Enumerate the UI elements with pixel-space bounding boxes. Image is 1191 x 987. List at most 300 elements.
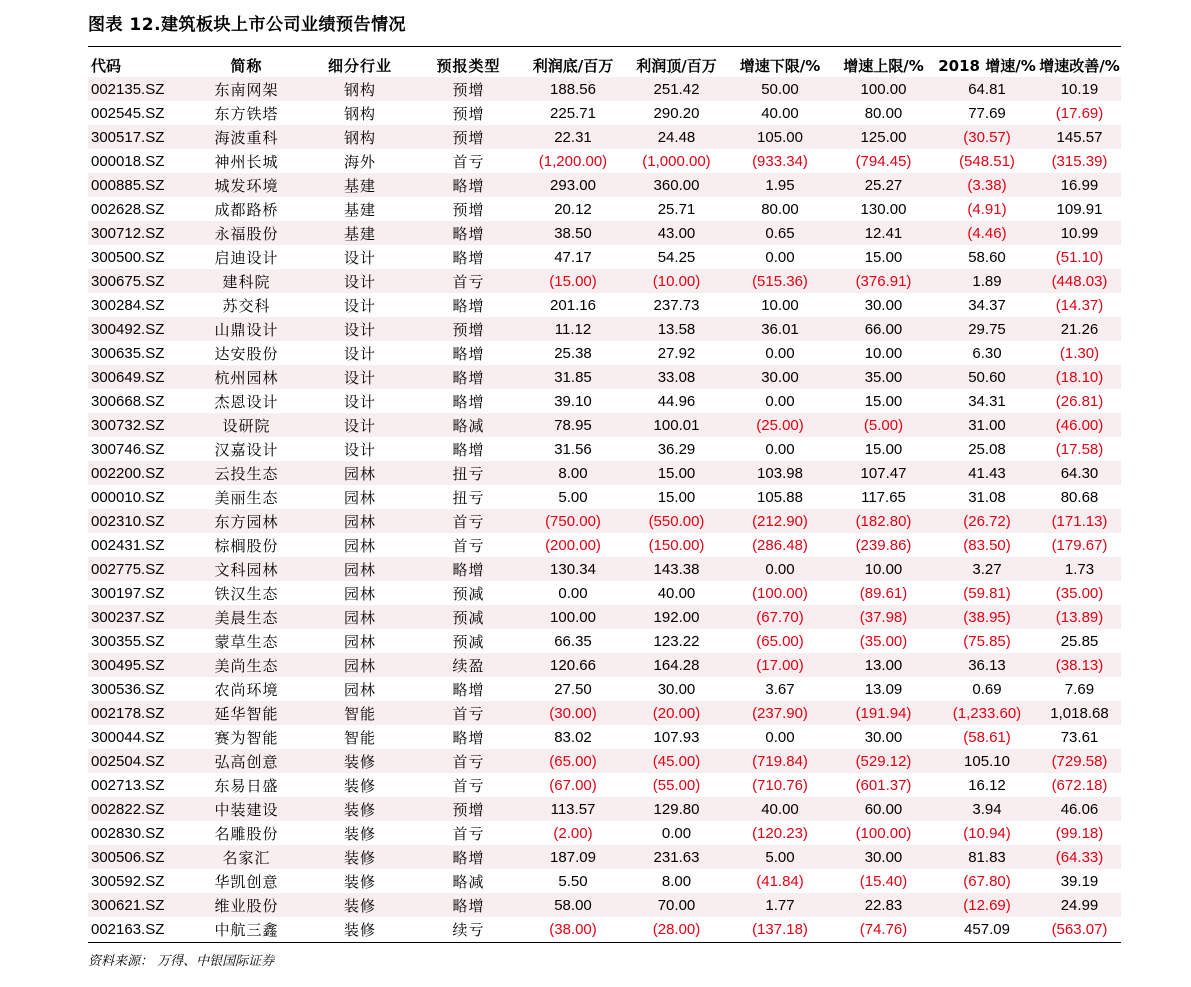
cell-profit-high: (45.00) [624,749,729,773]
bottom-rule [88,942,1121,943]
cell-growth-high: (100.00) [831,821,936,845]
cell-profit-high: 44.96 [624,389,729,413]
cell-code: 300284.SZ [88,293,188,317]
cell-code: 300746.SZ [88,437,188,461]
cell-profit-high: 231.63 [624,845,729,869]
cell-growth-high: (239.86) [831,533,936,557]
cell-forecast-type: 略增 [415,725,522,749]
cell-growth-improve: (38.13) [1038,653,1121,677]
cell-industry: 设计 [305,317,415,341]
table-row [88,725,1121,749]
cell-code: 300675.SZ [88,269,188,293]
table-header-row [88,53,1121,77]
table-body [88,77,1121,941]
cell-growth-high: (601.37) [831,773,936,797]
cell-growth-high: (37.98) [831,605,936,629]
cell-growth-2018: 36.13 [936,653,1038,677]
cell-name: 永福股份 [188,221,305,245]
cell-profit-low: (30.00) [522,701,624,725]
cell-growth-improve: 7.69 [1038,677,1121,701]
cell-profit-low: 38.50 [522,221,624,245]
cell-profit-low: 27.50 [522,677,624,701]
cell-profit-high: 360.00 [624,173,729,197]
cell-profit-high: 43.00 [624,221,729,245]
cell-profit-high: (1,000.00) [624,149,729,173]
cell-profit-low: 225.71 [522,101,624,125]
cell-forecast-type: 预增 [415,197,522,221]
cell-name: 东易日盛 [188,773,305,797]
cell-forecast-type: 预减 [415,629,522,653]
column-header-name: 简称 [230,56,263,75]
cell-growth-low: (237.90) [729,701,831,725]
cell-growth-high: 15.00 [831,437,936,461]
cell-industry: 园林 [305,461,415,485]
cell-growth-high: 117.65 [831,485,936,509]
cell-growth-2018: 31.00 [936,413,1038,437]
cell-growth-improve: (13.89) [1038,605,1121,629]
cell-growth-low: (65.00) [729,629,831,653]
cell-growth-2018: (548.51) [936,149,1038,173]
cell-growth-low: 105.88 [729,485,831,509]
cell-growth-high: (376.91) [831,269,936,293]
cell-code: 002135.SZ [88,77,188,101]
cell-profit-high: 129.80 [624,797,729,821]
cell-profit-high: (28.00) [624,917,729,941]
cell-industry: 园林 [305,677,415,701]
cell-growth-improve: (17.58) [1038,437,1121,461]
cell-growth-2018: 58.60 [936,245,1038,269]
cell-industry: 装修 [305,917,415,941]
cell-growth-improve: (46.00) [1038,413,1121,437]
cell-growth-2018: (38.95) [936,605,1038,629]
cell-name: 山鼎设计 [188,317,305,341]
cell-growth-improve: 64.30 [1038,461,1121,485]
cell-code: 300355.SZ [88,629,188,653]
cell-code: 002713.SZ [88,773,188,797]
cell-forecast-type: 略增 [415,173,522,197]
cell-code: 300237.SZ [88,605,188,629]
table-row [88,749,1121,773]
cell-name: 弘高创意 [188,749,305,773]
table-row [88,341,1121,365]
cell-growth-low: (25.00) [729,413,831,437]
cell-growth-high: 13.09 [831,677,936,701]
table-row [88,557,1121,581]
cell-forecast-type: 扭亏 [415,461,522,485]
table-row [88,893,1121,917]
cell-profit-low: 100.00 [522,605,624,629]
cell-growth-improve: (171.13) [1038,509,1121,533]
cell-growth-low: 1.77 [729,893,831,917]
cell-growth-2018: 25.08 [936,437,1038,461]
cell-code: 002830.SZ [88,821,188,845]
column-header-code: 代码 [91,56,122,75]
cell-code: 300668.SZ [88,389,188,413]
cell-growth-low: 0.00 [729,437,831,461]
cell-growth-2018: (4.46) [936,221,1038,245]
cell-industry: 海外 [305,149,415,173]
table-row [88,629,1121,653]
cell-profit-low: (750.00) [522,509,624,533]
cell-growth-low: (515.36) [729,269,831,293]
cell-industry: 装修 [305,749,415,773]
cell-code: 002310.SZ [88,509,188,533]
cell-industry: 园林 [305,485,415,509]
cell-name: 神州长城 [188,149,305,173]
cell-industry: 基建 [305,173,415,197]
cell-name: 棕榈股份 [188,533,305,557]
cell-profit-low: (200.00) [522,533,624,557]
cell-industry: 园林 [305,509,415,533]
cell-industry: 设计 [305,341,415,365]
cell-forecast-type: 略增 [415,341,522,365]
cell-growth-high: 15.00 [831,245,936,269]
cell-profit-low: (38.00) [522,917,624,941]
table-row [88,269,1121,293]
cell-industry: 装修 [305,869,415,893]
cell-industry: 钢构 [305,125,415,149]
cell-forecast-type: 略减 [415,413,522,437]
cell-growth-low: 40.00 [729,797,831,821]
cell-code: 300536.SZ [88,677,188,701]
cell-growth-improve: (99.18) [1038,821,1121,845]
cell-growth-low: (719.84) [729,749,831,773]
cell-growth-improve: (448.03) [1038,269,1121,293]
cell-name: 美丽生态 [188,485,305,509]
table-row [88,173,1121,197]
cell-name: 名雕股份 [188,821,305,845]
cell-industry: 装修 [305,797,415,821]
cell-forecast-type: 预增 [415,797,522,821]
cell-code: 300197.SZ [88,581,188,605]
cell-growth-improve: (64.33) [1038,845,1121,869]
cell-code: 300649.SZ [88,365,188,389]
cell-growth-high: (794.45) [831,149,936,173]
cell-name: 海波重科 [188,125,305,149]
table-row [88,197,1121,221]
cell-growth-2018: 105.10 [936,749,1038,773]
cell-forecast-type: 首亏 [415,149,522,173]
source-note: 资料来源： 万得、中银国际证券 [88,954,275,969]
cell-growth-low: (286.48) [729,533,831,557]
cell-profit-high: (55.00) [624,773,729,797]
cell-profit-low: 78.95 [522,413,624,437]
cell-forecast-type: 略增 [415,389,522,413]
cell-growth-improve: 145.57 [1038,125,1121,149]
cell-growth-high: 10.00 [831,557,936,581]
table-row [88,773,1121,797]
table-row [88,797,1121,821]
table-row [88,125,1121,149]
cell-profit-high: 36.29 [624,437,729,461]
cell-growth-high: 15.00 [831,389,936,413]
cell-industry: 园林 [305,605,415,629]
cell-name: 蒙草生态 [188,629,305,653]
cell-industry: 设计 [305,365,415,389]
cell-growth-low: 3.67 [729,677,831,701]
cell-forecast-type: 略减 [415,869,522,893]
cell-growth-high: 125.00 [831,125,936,149]
table-row [88,821,1121,845]
cell-profit-high: 54.25 [624,245,729,269]
cell-code: 000010.SZ [88,485,188,509]
cell-name: 达安股份 [188,341,305,365]
cell-profit-high: 107.93 [624,725,729,749]
cell-growth-low: 80.00 [729,197,831,221]
cell-growth-2018: 64.81 [936,77,1038,101]
cell-growth-improve: (51.10) [1038,245,1121,269]
cell-growth-low: 30.00 [729,365,831,389]
cell-name: 华凯创意 [188,869,305,893]
cell-profit-high: 24.48 [624,125,729,149]
cell-code: 000885.SZ [88,173,188,197]
cell-profit-low: 83.02 [522,725,624,749]
cell-forecast-type: 略增 [415,221,522,245]
cell-growth-2018: 50.60 [936,365,1038,389]
cell-growth-improve: (35.00) [1038,581,1121,605]
cell-forecast-type: 略增 [415,557,522,581]
cell-code: 300592.SZ [88,869,188,893]
cell-profit-high: 25.71 [624,197,729,221]
cell-profit-high: 290.20 [624,101,729,125]
cell-name: 延华智能 [188,701,305,725]
cell-forecast-type: 首亏 [415,533,522,557]
cell-growth-2018: (75.85) [936,629,1038,653]
cell-growth-2018: 31.08 [936,485,1038,509]
cell-profit-high: 40.00 [624,581,729,605]
cell-forecast-type: 扭亏 [415,485,522,509]
cell-name: 东方铁塔 [188,101,305,125]
cell-name: 美晨生态 [188,605,305,629]
cell-growth-2018: 0.69 [936,677,1038,701]
cell-profit-low: 187.09 [522,845,624,869]
cell-growth-low: 0.00 [729,389,831,413]
cell-growth-2018: (10.94) [936,821,1038,845]
cell-industry: 园林 [305,581,415,605]
cell-code: 300732.SZ [88,413,188,437]
cell-growth-high: 30.00 [831,293,936,317]
cell-growth-2018: (59.81) [936,581,1038,605]
cell-growth-2018: (58.61) [936,725,1038,749]
cell-growth-high: 22.83 [831,893,936,917]
cell-code: 300635.SZ [88,341,188,365]
cell-industry: 设计 [305,389,415,413]
cell-growth-improve: 24.99 [1038,893,1121,917]
cell-profit-low: 120.66 [522,653,624,677]
cell-growth-2018: (67.80) [936,869,1038,893]
cell-growth-2018: 41.43 [936,461,1038,485]
cell-profit-low: 293.00 [522,173,624,197]
cell-name: 中装建设 [188,797,305,821]
cell-growth-2018: 29.75 [936,317,1038,341]
cell-forecast-type: 预增 [415,77,522,101]
cell-industry: 智能 [305,701,415,725]
cell-forecast-type: 预增 [415,125,522,149]
cell-growth-2018: 1.89 [936,269,1038,293]
cell-forecast-type: 首亏 [415,701,522,725]
cell-name: 苏交科 [188,293,305,317]
cell-name: 成都路桥 [188,197,305,221]
cell-code: 002822.SZ [88,797,188,821]
cell-profit-high: 100.01 [624,413,729,437]
cell-growth-low: 0.00 [729,341,831,365]
cell-name: 名家汇 [188,845,305,869]
cell-growth-low: 0.65 [729,221,831,245]
cell-name: 美尚生态 [188,653,305,677]
cell-growth-high: (182.80) [831,509,936,533]
cell-growth-improve: 80.68 [1038,485,1121,509]
cell-profit-low: 188.56 [522,77,624,101]
cell-growth-low: 5.00 [729,845,831,869]
cell-profit-high: 237.73 [624,293,729,317]
cell-growth-low: (17.00) [729,653,831,677]
cell-code: 300517.SZ [88,125,188,149]
cell-name: 铁汉生态 [188,581,305,605]
cell-profit-low: 130.34 [522,557,624,581]
cell-industry: 设计 [305,269,415,293]
table-row [88,389,1121,413]
cell-forecast-type: 略增 [415,845,522,869]
cell-growth-2018: 77.69 [936,101,1038,125]
column-header-growth-improve: 增速改善/% [1039,56,1120,75]
cell-growth-2018: 3.27 [936,557,1038,581]
cell-profit-high: (550.00) [624,509,729,533]
table-row [88,461,1121,485]
cell-growth-2018: 3.94 [936,797,1038,821]
cell-growth-low: 36.01 [729,317,831,341]
table-row [88,509,1121,533]
cell-name: 城发环境 [188,173,305,197]
table-row [88,917,1121,941]
cell-profit-low: 5.50 [522,869,624,893]
cell-growth-low: (67.70) [729,605,831,629]
cell-forecast-type: 续盈 [415,653,522,677]
column-header-growth-low: 增速下限/% [739,56,821,75]
cell-growth-2018: (12.69) [936,893,1038,917]
cell-growth-2018: 457.09 [936,917,1038,941]
column-header-industry: 细分行业 [327,56,392,75]
cell-growth-high: (5.00) [831,413,936,437]
table-row [88,437,1121,461]
cell-growth-improve: 109.91 [1038,197,1121,221]
cell-profit-high: 164.28 [624,653,729,677]
cell-growth-low: (41.84) [729,869,831,893]
cell-industry: 基建 [305,221,415,245]
table-row [88,101,1121,125]
column-header-forecast-type: 预报类型 [436,56,501,75]
cell-code: 000018.SZ [88,149,188,173]
cell-forecast-type: 续亏 [415,917,522,941]
cell-growth-improve: 39.19 [1038,869,1121,893]
cell-growth-high: 66.00 [831,317,936,341]
column-header-growth-2018: 2018 增速/% [938,56,1036,75]
cell-growth-improve: 1,018.68 [1038,701,1121,725]
column-header-profit-high: 利润顶/百万 [636,56,717,75]
table-row [88,413,1121,437]
cell-industry: 装修 [305,773,415,797]
cell-growth-improve: 10.19 [1038,77,1121,101]
cell-growth-2018: (4.91) [936,197,1038,221]
cell-growth-low: 103.98 [729,461,831,485]
cell-profit-high: 192.00 [624,605,729,629]
cell-profit-low: (2.00) [522,821,624,845]
column-header-profit-low: 利润底/百万 [532,56,614,75]
top-rule [88,46,1121,47]
cell-growth-improve: 25.85 [1038,629,1121,653]
table-row [88,293,1121,317]
cell-growth-improve: (315.39) [1038,149,1121,173]
cell-growth-low: 10.00 [729,293,831,317]
cell-growth-2018: 6.30 [936,341,1038,365]
cell-profit-low: 22.31 [522,125,624,149]
cell-code: 300621.SZ [88,893,188,917]
table-row [88,77,1121,101]
cell-profit-low: (15.00) [522,269,624,293]
cell-growth-low: (933.34) [729,149,831,173]
table-row [88,533,1121,557]
table-row [88,701,1121,725]
cell-growth-high: 10.00 [831,341,936,365]
cell-name: 中航三鑫 [188,917,305,941]
cell-profit-low: 8.00 [522,461,624,485]
table-row [88,653,1121,677]
cell-profit-high: 15.00 [624,485,729,509]
cell-code: 002775.SZ [88,557,188,581]
cell-forecast-type: 略增 [415,893,522,917]
cell-profit-high: 27.92 [624,341,729,365]
cell-code: 300500.SZ [88,245,188,269]
cell-growth-high: (15.40) [831,869,936,893]
earnings-forecast-table [88,53,1121,941]
cell-industry: 园林 [305,629,415,653]
cell-growth-improve: (14.37) [1038,293,1121,317]
cell-growth-low: (710.76) [729,773,831,797]
cell-forecast-type: 首亏 [415,749,522,773]
cell-profit-high: 30.00 [624,677,729,701]
column-header-growth-high: 增速上限/% [843,56,924,75]
cell-forecast-type: 略增 [415,365,522,389]
cell-growth-low: 50.00 [729,77,831,101]
cell-growth-low: 40.00 [729,101,831,125]
cell-name: 建科院 [188,269,305,293]
cell-industry: 设计 [305,413,415,437]
cell-forecast-type: 略增 [415,437,522,461]
cell-growth-high: 30.00 [831,725,936,749]
cell-growth-low: (120.23) [729,821,831,845]
cell-growth-improve: 1.73 [1038,557,1121,581]
cell-industry: 园林 [305,653,415,677]
cell-code: 300492.SZ [88,317,188,341]
cell-growth-2018: (1,233.60) [936,701,1038,725]
cell-industry: 智能 [305,725,415,749]
cell-name: 杰恩设计 [188,389,305,413]
cell-code: 002200.SZ [88,461,188,485]
cell-growth-low: 0.00 [729,245,831,269]
cell-growth-high: 107.47 [831,461,936,485]
cell-profit-low: 31.56 [522,437,624,461]
cell-profit-low: 0.00 [522,581,624,605]
cell-growth-high: (89.61) [831,581,936,605]
cell-growth-improve: 16.99 [1038,173,1121,197]
cell-industry: 装修 [305,821,415,845]
cell-growth-improve: (1.30) [1038,341,1121,365]
cell-forecast-type: 首亏 [415,269,522,293]
table-row [88,677,1121,701]
cell-code: 300506.SZ [88,845,188,869]
cell-name: 农尚环境 [188,677,305,701]
cell-profit-low: (67.00) [522,773,624,797]
cell-profit-high: 123.22 [624,629,729,653]
